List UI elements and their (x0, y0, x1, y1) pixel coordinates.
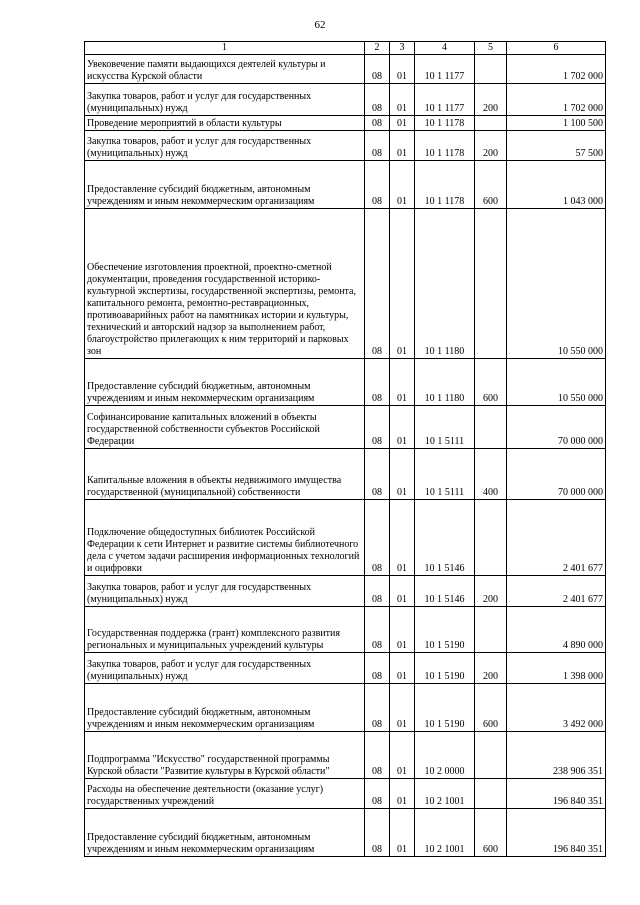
row-target-article: 10 1 1178 (415, 161, 475, 209)
row-subsection: 01 (390, 406, 415, 449)
row-name: Увековечение памяти выдающихся деятелей культуры и искусства Курской области (85, 55, 365, 84)
row-name: Предоставление субсидий бюджетным, автономным учреждениям и иным некоммерческим организациям (85, 161, 365, 209)
header-col-2: 2 (365, 42, 390, 55)
header-col-3: 3 (390, 42, 415, 55)
table-header (85, 42, 606, 55)
row-amount: 3 492 000 (507, 684, 606, 732)
row-section: 08 (365, 779, 390, 809)
table-row (85, 406, 606, 449)
row-expense-type: 600 (475, 359, 507, 406)
table-row (85, 653, 606, 684)
row-amount: 1 398 000 (507, 653, 606, 684)
table-row (85, 84, 606, 116)
row-expense-type (475, 55, 507, 84)
row-amount: 196 840 351 (507, 779, 606, 809)
table-body (85, 55, 606, 857)
header-col-4: 4 (415, 42, 475, 55)
row-expense-type: 200 (475, 576, 507, 607)
row-subsection: 01 (390, 684, 415, 732)
budget-table (84, 41, 606, 857)
row-section: 08 (365, 131, 390, 161)
row-name: Подпрограмма "Искусство" государственной программы Курской области "Развитие культуры в Курской области" (85, 732, 365, 779)
table-row (85, 55, 606, 84)
row-section: 08 (365, 84, 390, 116)
table-row (85, 359, 606, 406)
row-name: Обеспечение изготовления проектной, проектно-сметной документации, проведения государственной историко-культурной экспертизы, государственной экспертизы, ремонта, капитального ремонта, ремонтно-реставрационных, противоаварийных работ на памятниках истории и культуры, технический и авторский надзор за выполнением работ, благоустройство прилегающих к ним территорий и парковых зон (85, 209, 365, 359)
row-section: 08 (365, 500, 390, 576)
table-row (85, 500, 606, 576)
row-expense-type: 600 (475, 684, 507, 732)
row-amount: 2 401 677 (507, 500, 606, 576)
row-subsection: 01 (390, 359, 415, 406)
table-row (85, 779, 606, 809)
row-subsection: 01 (390, 607, 415, 653)
header-row (85, 42, 606, 55)
row-expense-type: 600 (475, 161, 507, 209)
row-target-article: 10 1 5190 (415, 607, 475, 653)
row-expense-type (475, 116, 507, 131)
row-subsection: 01 (390, 161, 415, 209)
row-expense-type: 200 (475, 84, 507, 116)
header-col-5: 5 (475, 42, 507, 55)
row-subsection: 01 (390, 449, 415, 500)
row-amount: 4 890 000 (507, 607, 606, 653)
row-name: Закупка товаров, работ и услуг для государственных (муниципальных) нужд (85, 653, 365, 684)
row-section: 08 (365, 653, 390, 684)
row-amount: 57 500 (507, 131, 606, 161)
row-name: Предоставление субсидий бюджетным, автономным учреждениям и иным некоммерческим организациям (85, 359, 365, 406)
row-amount: 1 702 000 (507, 84, 606, 116)
row-target-article: 10 1 1178 (415, 131, 475, 161)
row-target-article: 10 1 5111 (415, 449, 475, 500)
row-target-article: 10 1 1177 (415, 55, 475, 84)
row-expense-type (475, 607, 507, 653)
row-target-article: 10 1 1178 (415, 116, 475, 131)
row-subsection: 01 (390, 732, 415, 779)
row-section: 08 (365, 576, 390, 607)
row-section: 08 (365, 161, 390, 209)
row-subsection: 01 (390, 779, 415, 809)
row-target-article: 10 1 5190 (415, 653, 475, 684)
table-row (85, 131, 606, 161)
row-target-article: 10 1 1180 (415, 359, 475, 406)
row-amount: 2 401 677 (507, 576, 606, 607)
row-amount: 10 550 000 (507, 209, 606, 359)
row-subsection: 01 (390, 131, 415, 161)
row-target-article: 10 1 5111 (415, 406, 475, 449)
row-subsection: 01 (390, 116, 415, 131)
table-row (85, 732, 606, 779)
row-subsection: 01 (390, 55, 415, 84)
row-target-article: 10 2 0000 (415, 732, 475, 779)
row-name: Капитальные вложения в объекты недвижимого имущества государственной (муниципальной) собственности (85, 449, 365, 500)
row-section: 08 (365, 55, 390, 84)
row-name: Подключение общедоступных библиотек Российской Федерации к сети Интернет и развитие системы библиотечного дела с учетом задачи расширения информационных технологий и оцифровки (85, 500, 365, 576)
row-name: Расходы на обеспечение деятельности (оказание услуг) государственных учреждений (85, 779, 365, 809)
row-name: Государственная поддержка (грант) комплексного развития региональных и муниципальных учреждений культуры (85, 607, 365, 653)
row-section: 08 (365, 449, 390, 500)
page-number: 62 (314, 19, 326, 31)
row-expense-type: 400 (475, 449, 507, 500)
row-target-article: 10 2 1001 (415, 809, 475, 857)
row-name: Закупка товаров, работ и услуг для государственных (муниципальных) нужд (85, 84, 365, 116)
row-subsection: 01 (390, 500, 415, 576)
row-amount: 1 100 500 (507, 116, 606, 131)
table-row (85, 684, 606, 732)
row-target-article: 10 2 1001 (415, 779, 475, 809)
row-section: 08 (365, 359, 390, 406)
row-amount: 238 906 351 (507, 732, 606, 779)
row-section: 08 (365, 607, 390, 653)
table-row (85, 576, 606, 607)
table-row (85, 809, 606, 857)
row-expense-type: 200 (475, 653, 507, 684)
row-amount: 10 550 000 (507, 359, 606, 406)
row-target-article: 10 1 5146 (415, 576, 475, 607)
row-name: Предоставление субсидий бюджетным, автономным учреждениям и иным некоммерческим организациям (85, 684, 365, 732)
header-col-1: 1 (85, 42, 365, 55)
row-name: Закупка товаров, работ и услуг для государственных (муниципальных) нужд (85, 576, 365, 607)
row-subsection: 01 (390, 209, 415, 359)
row-section: 08 (365, 684, 390, 732)
row-amount: 70 000 000 (507, 406, 606, 449)
row-section: 08 (365, 116, 390, 131)
row-amount: 70 000 000 (507, 449, 606, 500)
row-expense-type (475, 732, 507, 779)
row-amount: 1 702 000 (507, 55, 606, 84)
row-target-article: 10 1 1180 (415, 209, 475, 359)
row-section: 08 (365, 209, 390, 359)
row-subsection: 01 (390, 576, 415, 607)
row-name: Закупка товаров, работ и услуг для государственных (муниципальных) нужд (85, 131, 365, 161)
header-col-6: 6 (507, 42, 606, 55)
row-target-article: 10 1 1177 (415, 84, 475, 116)
row-amount: 196 840 351 (507, 809, 606, 857)
table-row (85, 607, 606, 653)
row-amount: 1 043 000 (507, 161, 606, 209)
row-expense-type (475, 406, 507, 449)
row-subsection: 01 (390, 84, 415, 116)
table-row (85, 161, 606, 209)
table-row (85, 449, 606, 500)
row-expense-type (475, 779, 507, 809)
row-subsection: 01 (390, 653, 415, 684)
row-subsection: 01 (390, 809, 415, 857)
row-name: Проведение мероприятий в области культуры (85, 116, 365, 131)
row-target-article: 10 1 5146 (415, 500, 475, 576)
table-row (85, 209, 606, 359)
row-section: 08 (365, 809, 390, 857)
row-expense-type: 600 (475, 809, 507, 857)
row-name: Софинансирование капитальных вложений в объекты государственной собственности субъектов Российской Федерации (85, 406, 365, 449)
row-expense-type (475, 500, 507, 576)
row-section: 08 (365, 406, 390, 449)
row-expense-type (475, 209, 507, 359)
row-section: 08 (365, 732, 390, 779)
row-expense-type: 200 (475, 131, 507, 161)
row-name: Предоставление субсидий бюджетным, автономным учреждениям и иным некоммерческим организациям (85, 809, 365, 857)
table-row (85, 116, 606, 131)
row-target-article: 10 1 5190 (415, 684, 475, 732)
